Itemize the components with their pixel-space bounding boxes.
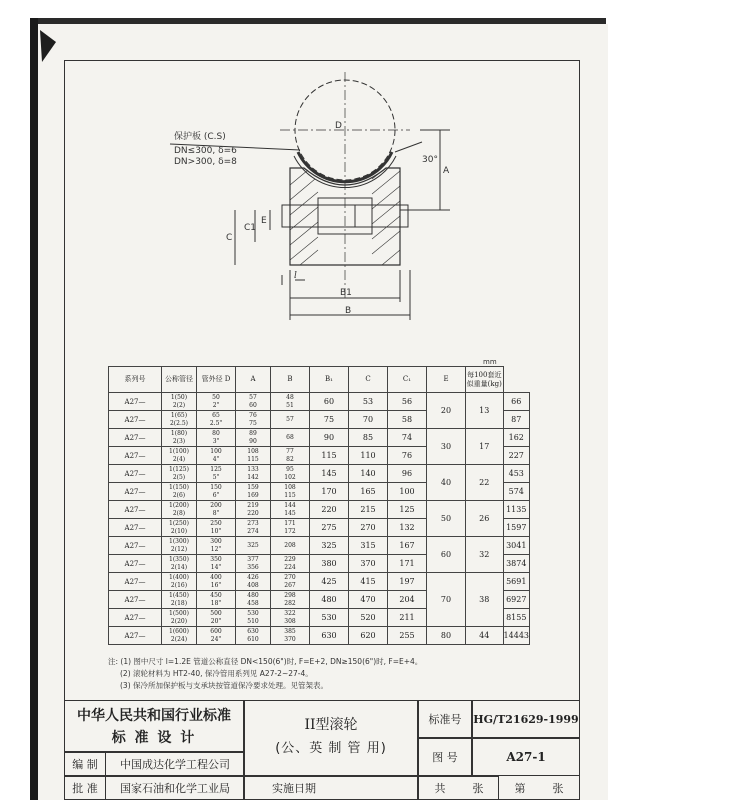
cell-nominal-diameter: 1(50) 2(2)	[162, 393, 197, 411]
cell-weight: 227	[503, 447, 529, 465]
cell-series: A27—	[109, 411, 162, 429]
cell-weight: 1597	[503, 519, 529, 537]
cell-nominal-diameter: 1(450) 2(18)	[162, 591, 197, 609]
cell-dim-b: 60	[310, 393, 349, 411]
header-c: C	[349, 367, 388, 393]
header-b1: B₁	[310, 367, 349, 393]
roller-drawing	[160, 70, 480, 335]
cell-nominal-size: 65 2.5"	[197, 411, 236, 429]
cell-series: A27—	[109, 465, 162, 483]
cell-nominal-diameter: 1(250) 2(10)	[162, 519, 197, 537]
cell-dim-b1: 70	[349, 411, 388, 429]
table-header-row	[109, 367, 530, 393]
cell-series: A27—	[109, 555, 162, 573]
cell-nominal-diameter: 1(400) 2(16)	[162, 573, 197, 591]
callout-thickness-large: DN>300, δ=8	[174, 157, 237, 167]
cell-nominal-size: 600 24"	[197, 627, 236, 645]
cell-nominal-diameter: 1(500) 2(20)	[162, 609, 197, 627]
cell-dim-a: 229 224	[271, 555, 310, 573]
cell-nominal-diameter: 1(350) 2(14)	[162, 555, 197, 573]
table-row	[109, 393, 530, 411]
header-b: B	[271, 367, 310, 393]
cell-dim-b: 145	[310, 465, 349, 483]
cell-dim-b1: 370	[349, 555, 388, 573]
notes	[108, 656, 422, 692]
cell-series: A27—	[109, 627, 162, 645]
cell-dim-c: 197	[388, 573, 427, 591]
cell-nominal-diameter: 1(300) 2(12)	[162, 537, 197, 555]
cell-series: A27—	[109, 573, 162, 591]
cell-dim-b: 480	[310, 591, 349, 609]
cell-nominal-size: 350 14"	[197, 555, 236, 573]
cell-dim-a: 68	[271, 429, 310, 447]
cell-dim-a: 171 172	[271, 519, 310, 537]
cell-outer-diameter: 530 510	[236, 609, 271, 627]
cell-dim-a: 270 267	[271, 573, 310, 591]
header-od: 管外径 D	[197, 367, 236, 393]
callout-protection-plate: 保护板 (C.S)	[174, 132, 226, 142]
cell-dim-b: 170	[310, 483, 349, 501]
cell-nominal-size: 450 18"	[197, 591, 236, 609]
cell-series: A27—	[109, 447, 162, 465]
cell-dim-c: 125	[388, 501, 427, 519]
cell-series: A27—	[109, 519, 162, 537]
cell-dim-b1: 520	[349, 609, 388, 627]
cell-series: A27—	[109, 501, 162, 519]
cell-dim-a: 57	[271, 411, 310, 429]
drawing-subtitle: (公、英 制 管 用)	[275, 740, 387, 756]
standard-design-label: 标 准 设 计	[111, 730, 197, 746]
cell-outer-diameter: 377 356	[236, 555, 271, 573]
cell-dim-c: 255	[388, 627, 427, 645]
cell-dim-c: 76	[388, 447, 427, 465]
cell-dim-c1: 20	[427, 393, 466, 429]
cell-dim-b1: 470	[349, 591, 388, 609]
cell-dim-b1: 620	[349, 627, 388, 645]
dim-label-d: D	[335, 121, 342, 131]
corner-triangle-mark	[38, 28, 60, 68]
cell-dim-e: 38	[466, 573, 504, 627]
cell-dim-a: 48 51	[271, 393, 310, 411]
standard-org-title: 中华人民共和国行业标准	[77, 708, 231, 724]
cell-weight: 8155	[503, 609, 529, 627]
cell-dim-a: 385 370	[271, 627, 310, 645]
cell-outer-diameter: 219 220	[236, 501, 271, 519]
cell-nominal-size: 250 10"	[197, 519, 236, 537]
cell-dim-a: 322 308	[271, 609, 310, 627]
header-c1: C₁	[388, 367, 427, 393]
cell-nominal-diameter: 1(125) 2(5)	[162, 465, 197, 483]
header-e: E	[427, 367, 466, 393]
title-block	[64, 700, 580, 800]
cell-dim-e: 17	[466, 429, 504, 465]
cell-nominal-diameter: 1(150) 2(6)	[162, 483, 197, 501]
drawing-title: II型滚轮	[304, 717, 358, 733]
cell-series: A27—	[109, 591, 162, 609]
note-3: (3) 保冷所加保护板与支承块按管道保冷要求处理。见管架表。	[120, 681, 329, 690]
header-a: A	[236, 367, 271, 393]
cell-outer-diameter: 76 75	[236, 411, 271, 429]
cell-dim-b1: 85	[349, 429, 388, 447]
cell-outer-diameter: 325	[236, 537, 271, 555]
cell-dim-c: 100	[388, 483, 427, 501]
cell-series: A27—	[109, 609, 162, 627]
callout-thickness-small: DN≤300, δ=6	[174, 146, 237, 156]
cell-dim-c: 74	[388, 429, 427, 447]
cell-weight: 453	[503, 465, 529, 483]
cell-nominal-diameter: 1(80) 2(3)	[162, 429, 197, 447]
table-row	[109, 429, 530, 447]
cell-dim-b: 90	[310, 429, 349, 447]
cell-dim-c: 96	[388, 465, 427, 483]
cell-dim-c: 171	[388, 555, 427, 573]
standard-number: HG/T21629-1999	[473, 712, 579, 726]
cell-nominal-size: 50 2"	[197, 393, 236, 411]
cell-series: A27—	[109, 429, 162, 447]
dim-label-c: C	[226, 233, 233, 243]
compiled-by: 中国成达化学工程公司	[120, 758, 230, 771]
cell-dim-b1: 140	[349, 465, 388, 483]
cell-dim-c1: 50	[427, 501, 466, 537]
cell-outer-diameter: 108 115	[236, 447, 271, 465]
compiled-label: 编 制	[72, 758, 98, 771]
cell-series: A27—	[109, 537, 162, 555]
note-1: 注: (1) 图中尺寸 l=1.2E 管道公称直径 DN<150(6")时, F=E+2, DN≥150(6")时, F=E+4。	[108, 657, 423, 666]
approved-by: 国家石油和化学工业局	[120, 782, 230, 795]
cell-weight: 162	[503, 429, 529, 447]
cell-nominal-diameter: 1(65) 2(2.5)	[162, 411, 197, 429]
table-row	[109, 537, 530, 555]
cell-dim-b1: 165	[349, 483, 388, 501]
total-label: 共	[434, 782, 446, 795]
cell-nominal-size: 100 4"	[197, 447, 236, 465]
cell-dim-e: 13	[466, 393, 504, 429]
cell-weight: 66	[503, 393, 529, 411]
cell-dim-c1: 30	[427, 429, 466, 465]
cell-dim-c: 211	[388, 609, 427, 627]
unit-label: mm	[483, 358, 497, 366]
cell-weight: 14443	[503, 627, 529, 645]
cell-dim-b: 75	[310, 411, 349, 429]
dimension-table	[108, 366, 530, 645]
page-label: 第	[514, 782, 526, 795]
cell-dim-e: 44	[466, 627, 504, 645]
figure-number-label: 图 号	[432, 751, 458, 764]
cell-dim-a: 298 282	[271, 591, 310, 609]
cell-dim-c1: 60	[427, 537, 466, 573]
cell-weight: 6927	[503, 591, 529, 609]
cell-dim-b: 380	[310, 555, 349, 573]
cell-dim-a: 77 82	[271, 447, 310, 465]
cell-dim-b1: 270	[349, 519, 388, 537]
cell-weight: 1135	[503, 501, 529, 519]
dim-label-b1: B1	[340, 288, 352, 298]
cell-nominal-size: 200 8"	[197, 501, 236, 519]
figure-number: A27-1	[506, 750, 546, 764]
table-row	[109, 627, 530, 645]
cell-dim-e: 26	[466, 501, 504, 537]
cell-dim-b1: 110	[349, 447, 388, 465]
cell-dim-a: 95 102	[271, 465, 310, 483]
approved-label: 批 准	[72, 782, 98, 795]
cell-dim-b: 275	[310, 519, 349, 537]
header-series: 系列号	[109, 367, 162, 393]
cell-dim-b1: 415	[349, 573, 388, 591]
cell-dim-c: 204	[388, 591, 427, 609]
cell-dim-c1: 40	[427, 465, 466, 501]
note-2: (2) 滚轮材料为 HT2-40, 保冷管用系列见 A27-2~27-4。	[120, 669, 313, 678]
cell-dim-c1: 80	[427, 627, 466, 645]
cell-nominal-size: 150 6"	[197, 483, 236, 501]
dim-label-b: B	[345, 306, 352, 316]
table-row	[109, 573, 530, 591]
cell-series: A27—	[109, 483, 162, 501]
cell-outer-diameter: 273 274	[236, 519, 271, 537]
table-row	[109, 465, 530, 483]
cell-dim-e: 22	[466, 465, 504, 501]
cell-outer-diameter: 630 610	[236, 627, 271, 645]
cell-dim-c: 132	[388, 519, 427, 537]
dim-label-c1: C1	[244, 223, 257, 233]
cell-nominal-size: 300 12"	[197, 537, 236, 555]
table-row	[109, 501, 530, 519]
cell-dim-b1: 315	[349, 537, 388, 555]
dim-label-a: A	[443, 166, 450, 176]
cell-dim-b: 115	[310, 447, 349, 465]
cell-dim-a: 144 145	[271, 501, 310, 519]
scan-edge-left	[30, 18, 38, 800]
cell-outer-diameter: 480 458	[236, 591, 271, 609]
cell-nominal-size: 400 16"	[197, 573, 236, 591]
cell-dim-b1: 53	[349, 393, 388, 411]
cell-dim-c1: 70	[427, 573, 466, 627]
dim-label-l: l	[294, 271, 297, 281]
cell-nominal-diameter: 1(600) 2(24)	[162, 627, 197, 645]
cell-dim-c: 167	[388, 537, 427, 555]
effective-date-label: 实施日期	[272, 782, 316, 795]
cell-weight: 87	[503, 411, 529, 429]
dim-label-e: E	[261, 216, 267, 226]
cell-weight: 5691	[503, 573, 529, 591]
cell-weight: 3874	[503, 555, 529, 573]
cell-series: A27—	[109, 393, 162, 411]
cell-dim-c: 56	[388, 393, 427, 411]
cell-dim-c: 58	[388, 411, 427, 429]
cell-nominal-size: 125 5"	[197, 465, 236, 483]
cell-outer-diameter: 133 142	[236, 465, 271, 483]
header-weight: 每100套近似重量(kg)	[466, 367, 504, 393]
cell-dim-b: 425	[310, 573, 349, 591]
cell-dim-a: 108 115	[271, 483, 310, 501]
cell-weight: 574	[503, 483, 529, 501]
cell-nominal-size: 80 3"	[197, 429, 236, 447]
cell-outer-diameter: 89 90	[236, 429, 271, 447]
cell-dim-b: 630	[310, 627, 349, 645]
cell-dim-b1: 215	[349, 501, 388, 519]
table-body	[109, 393, 530, 645]
cell-outer-diameter: 57 60	[236, 393, 271, 411]
dim-label-angle: 30°	[422, 155, 438, 165]
cell-dim-e: 32	[466, 537, 504, 573]
standard-number-label: 标准号	[428, 713, 462, 726]
cell-nominal-diameter: 1(200) 2(8)	[162, 501, 197, 519]
cell-dim-a: 208	[271, 537, 310, 555]
header-nominal: 公称管径	[162, 367, 197, 393]
cell-dim-b: 325	[310, 537, 349, 555]
cell-nominal-diameter: 1(100) 2(4)	[162, 447, 197, 465]
cell-dim-b: 530	[310, 609, 349, 627]
page-sheets-label: 张	[552, 782, 564, 795]
cell-outer-diameter: 426 408	[236, 573, 271, 591]
cell-weight: 3041	[503, 537, 529, 555]
sheets-label: 张	[472, 782, 484, 795]
cell-dim-b: 220	[310, 501, 349, 519]
cell-outer-diameter: 159 169	[236, 483, 271, 501]
cell-nominal-size: 500 20"	[197, 609, 236, 627]
